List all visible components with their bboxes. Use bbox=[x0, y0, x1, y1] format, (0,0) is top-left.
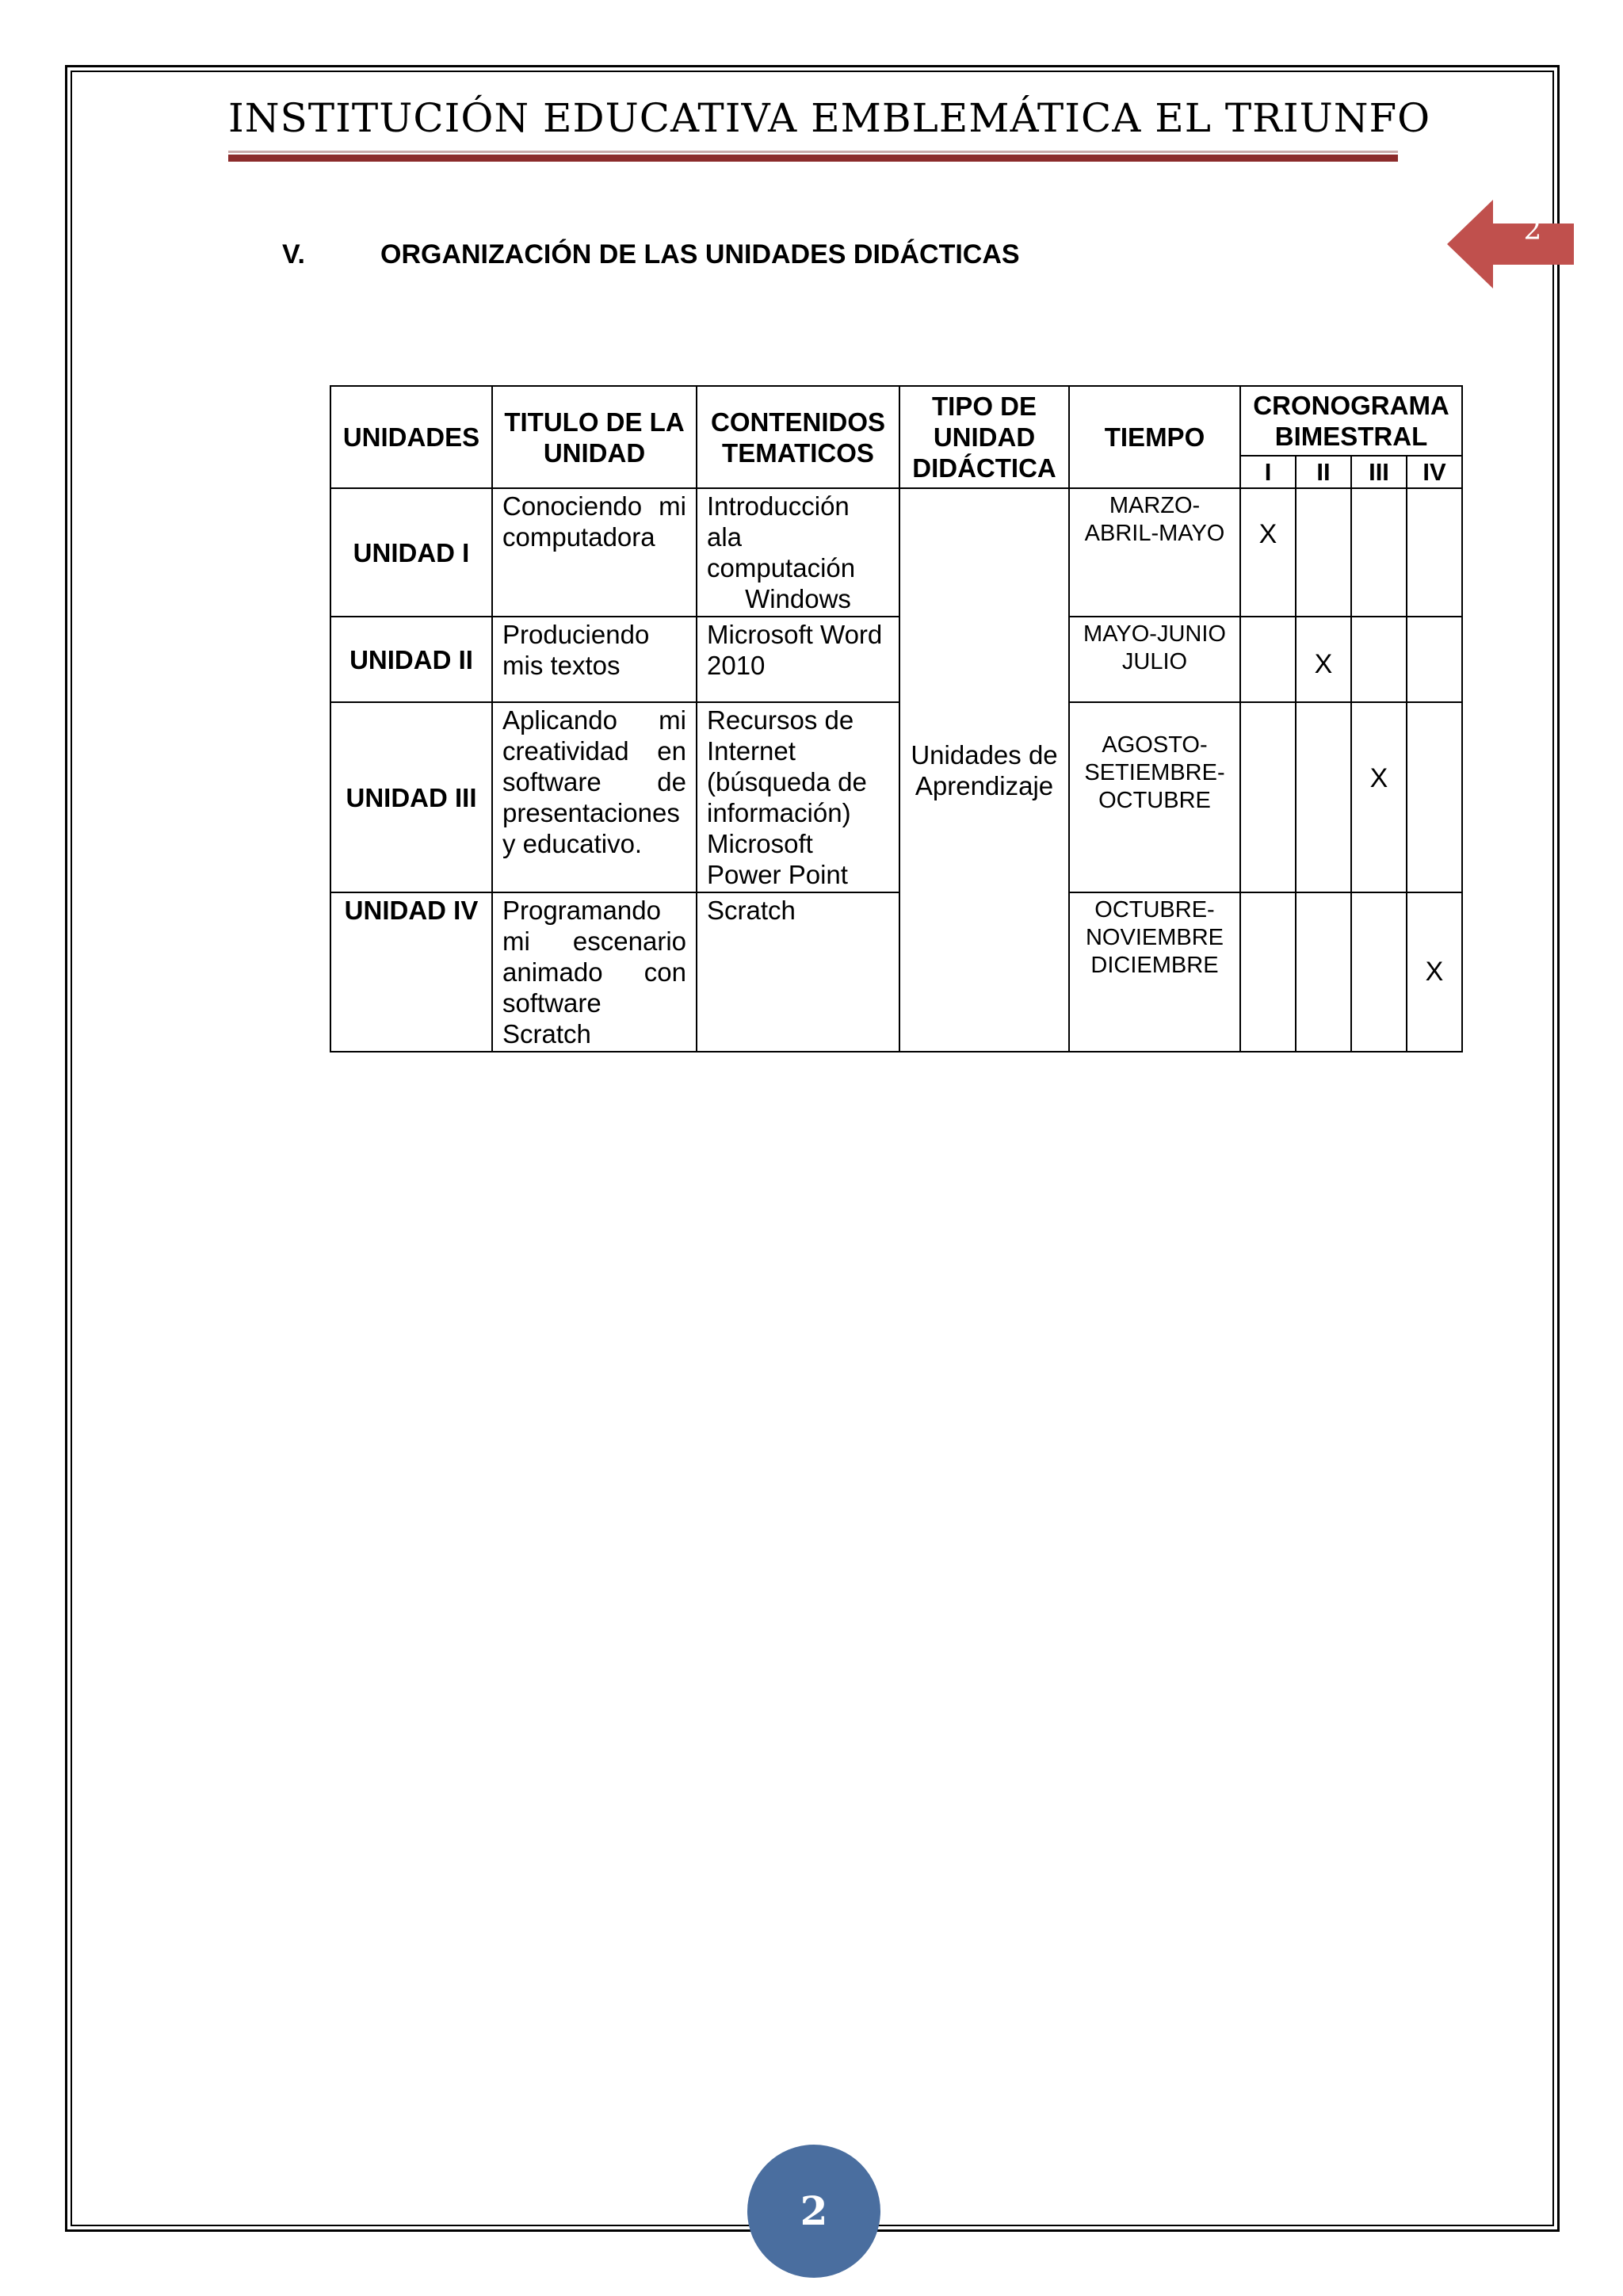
schedule-empty bbox=[1296, 488, 1351, 617]
unit-content bbox=[697, 892, 899, 1052]
schedule-empty bbox=[1351, 617, 1407, 702]
header-tiempo: TIEMPO bbox=[1069, 386, 1240, 488]
schedule-mark: X bbox=[1407, 892, 1462, 1052]
schedule-empty bbox=[1407, 488, 1462, 617]
header-bimestre-1: I bbox=[1240, 456, 1296, 488]
schedule-empty bbox=[1296, 892, 1351, 1052]
schedule-empty bbox=[1407, 617, 1462, 702]
unit-time: MAYO-JUNIO JULIO bbox=[1069, 617, 1240, 702]
header-cronograma: CRONOGRAMA BIMESTRAL bbox=[1240, 386, 1462, 456]
unit-time: MARZO-ABRIL-MAYO bbox=[1069, 488, 1240, 617]
header-contenidos: CONTENIDOS TEMATICOS bbox=[697, 386, 899, 488]
header-bimestre-2: II bbox=[1296, 456, 1351, 488]
schedule-empty bbox=[1296, 702, 1351, 892]
table-row bbox=[330, 702, 1462, 892]
schedule-mark: X bbox=[1351, 702, 1407, 892]
page-tab-arrow bbox=[1447, 200, 1574, 288]
unit-time: OCTUBRE-NOVIEMBRE DICIEMBRE bbox=[1069, 892, 1240, 1052]
arrow-left-icon bbox=[1447, 200, 1574, 288]
header-rule-light bbox=[228, 151, 1398, 153]
header-bimestre-4: IV bbox=[1407, 456, 1462, 488]
schedule-empty bbox=[1240, 702, 1296, 892]
header-rule bbox=[228, 155, 1398, 162]
header-unidades: UNIDADES bbox=[330, 386, 492, 488]
content-line: Microsoft Word 2010 bbox=[707, 620, 883, 680]
tab-page-number: 2 bbox=[1523, 214, 1542, 246]
unit-time: AGOSTO-SETIEMBRE-OCTUBRE bbox=[1069, 702, 1240, 892]
schedule-empty bbox=[1351, 488, 1407, 617]
schedule-empty bbox=[1240, 617, 1296, 702]
schedule-empty bbox=[1240, 892, 1296, 1052]
schedule-mark: X bbox=[1296, 617, 1351, 702]
schedule-empty bbox=[1407, 702, 1462, 892]
table-row bbox=[330, 488, 1462, 617]
content-line: Introducción ala computación bbox=[707, 491, 856, 583]
unit-content bbox=[697, 617, 899, 702]
unit-label: UNIDAD III bbox=[330, 702, 492, 892]
section-number: V. bbox=[282, 239, 306, 269]
unit-type: Unidades de Aprendizaje bbox=[899, 488, 1069, 1052]
unit-content bbox=[697, 488, 899, 617]
units-table bbox=[330, 385, 1463, 1052]
content-line: Microsoft Power Point bbox=[707, 829, 848, 889]
unit-content bbox=[697, 702, 899, 892]
institution-title: INSTITUCIÓN EDUCATIVA EMBLEMÁTICA EL TRIUNFO bbox=[228, 95, 1431, 141]
unit-title: Aplicando mi creatividad en software de presentaciones y educativo. bbox=[492, 702, 697, 892]
unit-label: UNIDAD IV bbox=[330, 892, 492, 1052]
content-line: Scratch bbox=[707, 896, 796, 925]
unit-label: UNIDAD II bbox=[330, 617, 492, 702]
unit-title: Produciendo mis textos bbox=[492, 617, 697, 702]
content-line: Windows bbox=[745, 584, 851, 613]
header-tipo: TIPO DE UNIDAD DIDÁCTICA bbox=[899, 386, 1069, 488]
schedule-empty bbox=[1351, 892, 1407, 1052]
unit-label: UNIDAD I bbox=[330, 488, 492, 617]
header-titulo: TITULO DE LA UNIDAD bbox=[492, 386, 697, 488]
schedule-mark: X bbox=[1240, 488, 1296, 617]
section-title: ORGANIZACIÓN DE LAS UNIDADES DIDÁCTICAS bbox=[380, 239, 1020, 269]
table-row bbox=[330, 617, 1462, 702]
content-line: Recursos de Internet (búsqueda de información) bbox=[707, 705, 867, 827]
header-bimestre-3: III bbox=[1351, 456, 1407, 488]
table-row bbox=[330, 892, 1462, 1052]
footer-page-number: 2 bbox=[747, 2145, 880, 2278]
unit-title: Conociendo mi computadora bbox=[492, 488, 697, 617]
unit-title: Programando mi escenario animado con software Scratch bbox=[492, 892, 697, 1052]
